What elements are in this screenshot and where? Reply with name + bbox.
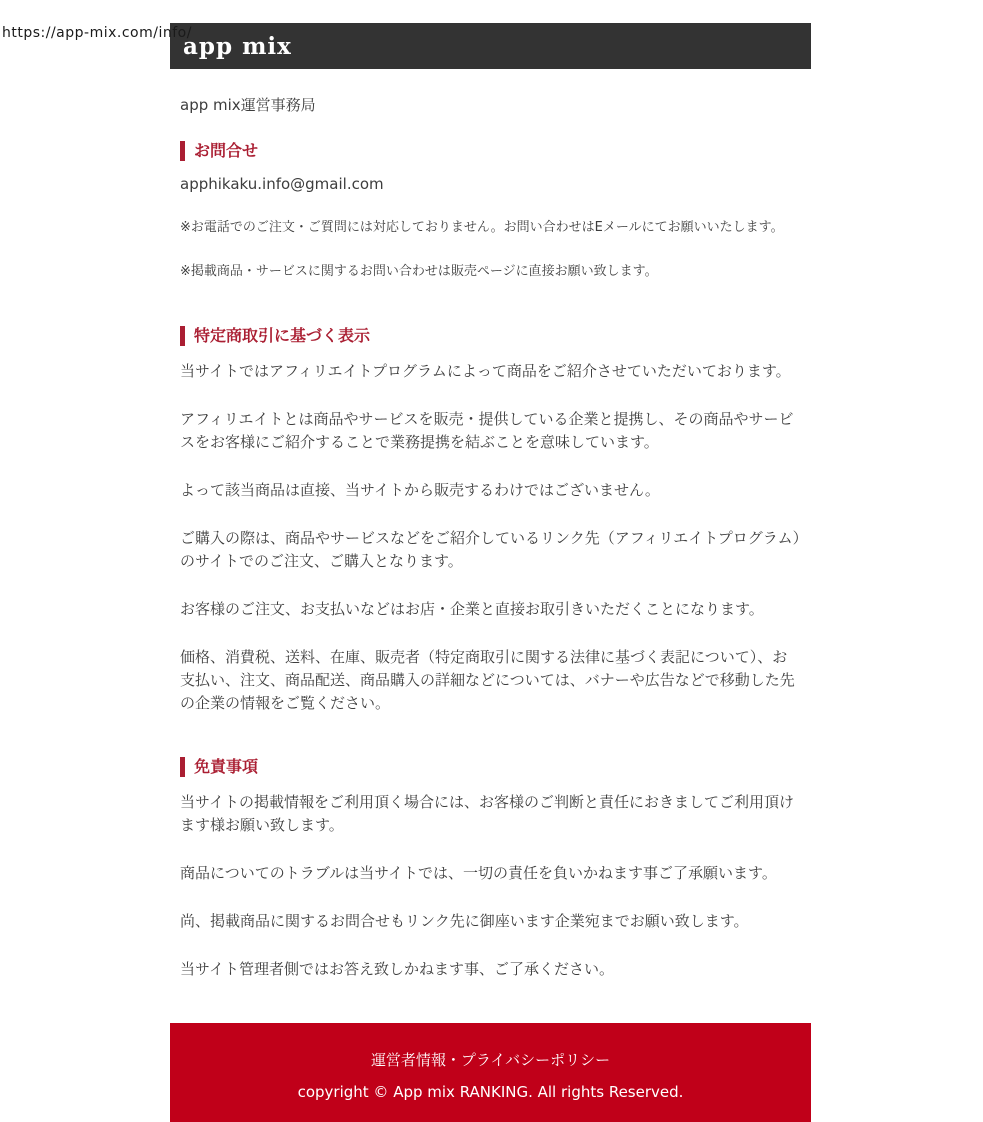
site-title: app mix <box>183 32 292 60</box>
footer-copyright: copyright © App mix RANKING. All rights Reserved. <box>297 1083 684 1101</box>
commerce-paragraph: アフィリエイトとは商品やサービスを販売・提供している企業と提携し、その商品やサービスをお客様にご紹介することで業務提携を結ぶことを意味しています。 <box>180 410 794 451</box>
operator-name: app mix運営事務局 <box>180 96 316 114</box>
section-contact <box>180 141 801 281</box>
commerce-paragraph: 価格、消費税、送料、在庫、販売者（特定商取引に関する法律に基づく表記について）、お支払い、注文、商品配送、商品購入の詳細などについては、バナーや広告などで移動した先の企業の情報をご覧ください。 <box>180 648 795 712</box>
section-disclaimer <box>180 757 801 981</box>
contact-note: ※お電話でのご注文・ご質問には対応しておりません。お問い合わせはEメールにてお願いいたします。 <box>180 220 784 235</box>
contact-email: apphikaku.info@gmail.com <box>180 175 384 193</box>
commerce-heading: 特定商取引に基づく表示 <box>180 326 801 346</box>
page-container <box>170 23 811 1122</box>
disclaimer-paragraph: 尚、掲載商品に関するお問合せもリンク先に御座います企業宛までお願い致します。 <box>180 912 749 930</box>
section-commerce-disclosure <box>180 326 801 715</box>
disclaimer-heading: 免責事項 <box>180 757 801 777</box>
contact-heading: お問合せ <box>180 141 801 161</box>
commerce-paragraph: よって該当商品は直接、当サイトから販売するわけではございません。 <box>180 481 660 499</box>
commerce-paragraph: 当サイトではアフィリエイトプログラムによって商品をご紹介させていただいております。 <box>180 362 791 380</box>
commerce-paragraph: ご購入の際は、商品やサービスなどをご紹介しているリンク先（アフィリエイトプログラム）のサイトでのご注文、ご購入となります。 <box>180 529 801 570</box>
disclaimer-paragraph: 商品についてのトラブルは当サイトでは、一切の責任を負いかねます事ご了承願います。 <box>180 864 777 882</box>
footer-privacy-policy-link[interactable]: 運営者情報・プライバシーポリシー <box>370 1051 611 1069</box>
commerce-paragraph: お客様のご注文、お支払いなどはお店・企業と直接お取引きいただくことになります。 <box>180 600 764 618</box>
disclaimer-paragraph: 当サイトの掲載情報をご利用頂く場合には、お客様のご判断と責任におきましてご利用頂けます様お願い致します。 <box>180 793 794 834</box>
page-content <box>170 94 811 981</box>
site-footer <box>170 1023 811 1122</box>
site-header <box>170 23 811 69</box>
contact-note: ※掲載商品・サービスに関するお問い合わせは販売ページに直接お願い致します。 <box>180 264 658 279</box>
page-url: https://app-mix.com/info/ <box>2 25 192 41</box>
disclaimer-paragraph: 当サイト管理者側ではお答え致しかねます事、ご了承ください。 <box>180 960 614 978</box>
